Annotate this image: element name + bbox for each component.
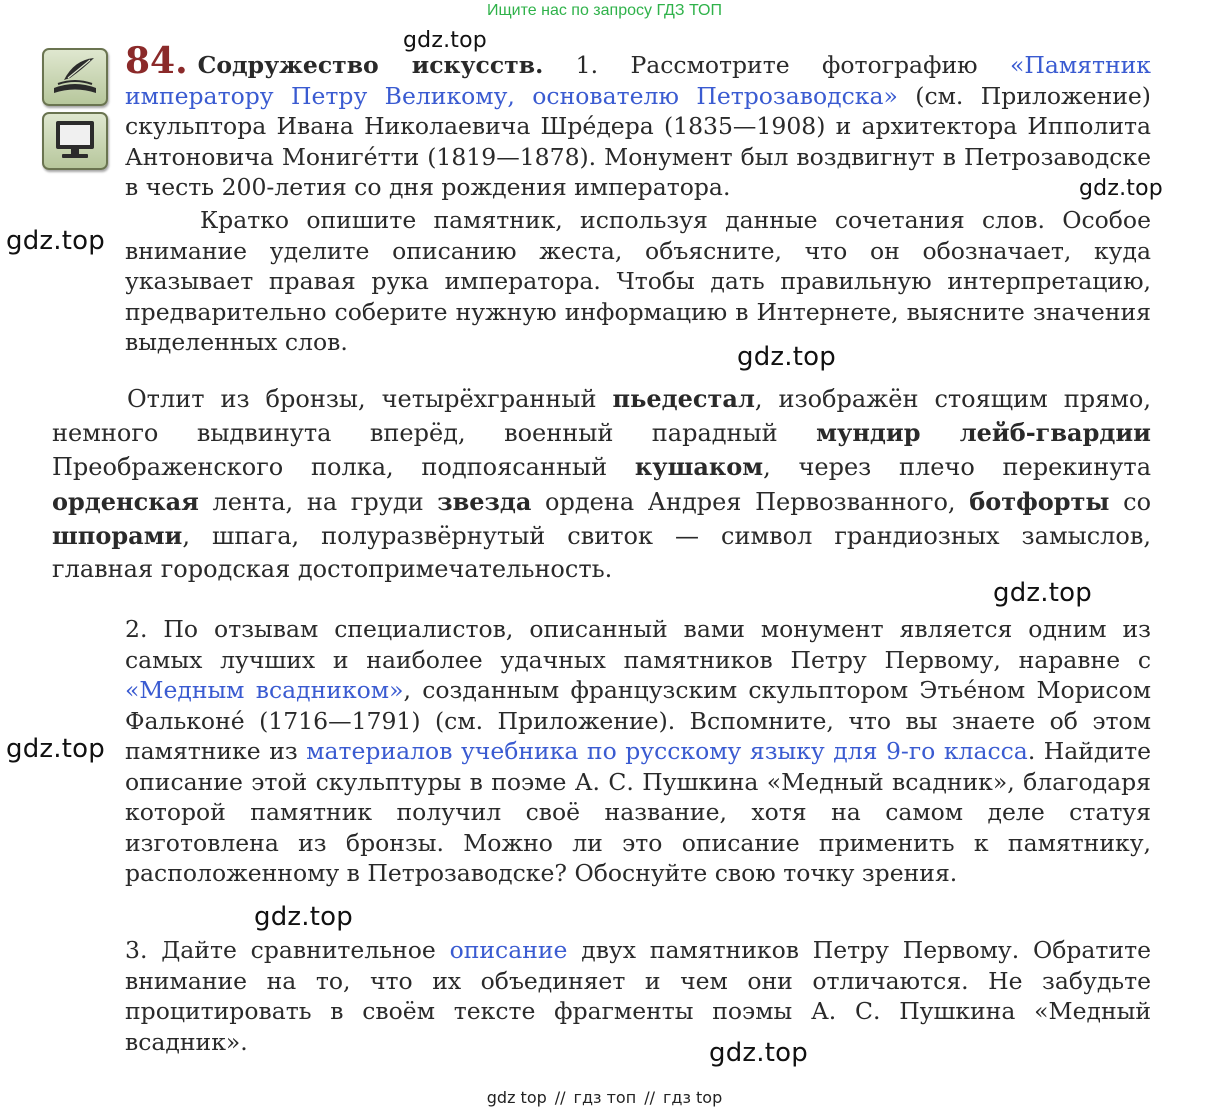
description-link[interactable]: описание [449,936,568,964]
watermark: gdz.top [709,1038,808,1068]
footer-sep: // [554,1088,566,1107]
top-banner[interactable]: Ищите нас по запросу ГДЗ ТОП [487,2,722,19]
phrase: Отлит из бронзы, четырёхгранный [127,385,597,413]
word-combinations [52,382,1151,586]
footer-link-2[interactable]: гдз топ [573,1088,637,1107]
phrase: Преображенского полка, подпоясанный [52,453,608,482]
task-p1-start: 1. Рассмотрите фотографию [575,51,978,79]
phrase: , изображён стоящим прямо, немного выдвинута вперёд, военный парадный [52,385,1151,448]
highlighted-word: кушаком [634,452,764,482]
q2-text: , созданным французским скульптором Этьéном Морисом Фальконé (1716—1791) (см. Приложение). Вспомните, что вы знаете об этом памятнике из [125,676,1151,765]
footer-links [0,1088,1209,1107]
q3-text: 3. Дайте сравнительное [125,936,436,964]
question-2 [125,614,1151,889]
q3-text: двух памятников Петру Первому. Обратите внимание на то, что их объединяет и чем они отличаются. Не забудьте процитировать в своём тексте фрагменты поэмы А. С. Пушкина «Медный всадник». [125,936,1151,1056]
q2-text: 2. По отзывам специалистов, описанный вами монумент является одним из самых лучших и наиболее удачных памятников Петру Первому, наравне с [125,615,1151,674]
phrase: ордена Андрея Первозванного, [545,487,956,516]
feather-book-icon [42,48,108,106]
phrase: , через плечо перекинута [763,453,1152,482]
highlighted-word: пьедестал [612,384,755,413]
phrase: со [1123,487,1152,516]
computer-monitor-icon [42,112,108,170]
watermark: gdz.top [254,902,353,932]
phrase: лента, на груди [212,487,424,516]
question-3 [125,935,1151,1057]
textbook-materials-link[interactable]: материалов учебника по русскому языку для 9-го класса [306,737,1028,765]
instructions-text: Кратко опишите памятник, используя данные сочетания слов. Особое внимание уделите описанию жеста, объясните, что он обозначает, куда указывает правая рука императора. Чтобы дать правильную интерпретацию, предварительно соберите нужную информацию в Интернете, выясните значения выделенных слов. [125,206,1151,356]
monument-photo-link[interactable]: «Памятник императору Петру Великому, основателю Петрозаводска» [125,51,1151,110]
highlighted-word: мундир лейб-гвардии [816,418,1151,448]
task-heading: Содружество искусств. [197,51,544,79]
watermark: gdz.top [993,578,1092,608]
footer-link-3[interactable]: гдз top [662,1088,723,1107]
highlighted-word: ботфорты [969,486,1110,516]
highlighted-word: орденская [52,486,199,516]
footer-link-1[interactable]: gdz top [486,1088,547,1107]
bronze-horseman-link[interactable]: «Медным всадником» [125,676,404,704]
footer-sep: // [644,1088,655,1107]
watermark: gdz.top [6,734,105,764]
watermark: gdz.top [737,342,836,372]
task-p1-end: (см. Приложение) скульптора Ивана Николаевича Шрéдера (1835—1908) и архитектора Ипполита Антоновича Монигéтти (1819—1878). Монумент был воздвигнут в Петрозаводске в честь 200-летия со дня рождения императора. [125,81,1151,201]
watermark: gdz.top [403,28,487,53]
highlighted-word: шпорами [52,520,183,550]
phrase: , шпага, полуразвёрнутый свиток — символ грандиозных замыслов, главная городская достопримечательность. [52,521,1151,584]
task-instructions [125,205,1151,358]
watermark: gdz.top [6,226,105,256]
watermark: gdz.top [1079,176,1163,201]
task-number: 84. [125,40,188,82]
q2-text: . Найдите описание этой скульптуры в поэме А. С. Пушкина «Медный всадник», благодаря которой памятник получил своё название, хотя на самом деле статуя изготовлена из бронзы. Можно ли это описание применить к памятнику, расположенному в Петрозаводске? Обоснуйте свою точку зрения. [125,737,1152,887]
highlighted-word: звезда [437,486,532,516]
